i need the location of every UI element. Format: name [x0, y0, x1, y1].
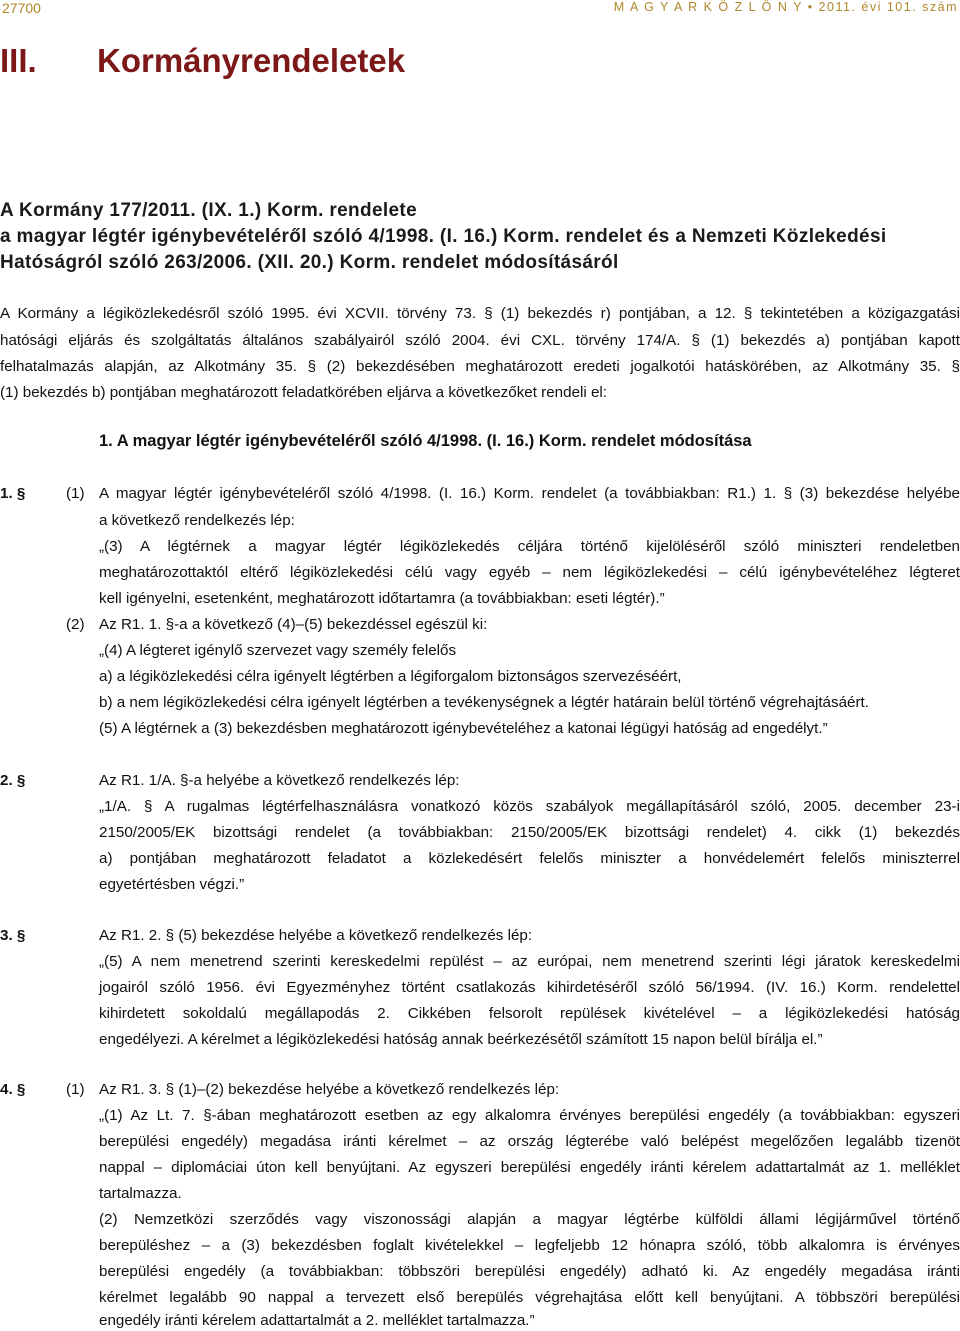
text-line: (5) A légtérnek a (3) bekezdésben meghatározott igénybevételéhez a katonai légügyi hatóság ad engedélyt.”	[99, 720, 828, 737]
text-line: Az R1. 1. §-a a következő (4)–(5) bekezdéssel egészül ki:	[99, 616, 488, 633]
text-line: „(5) A nem menetrend szerinti kereskedelmi repülést – az európai, nem menetrend szerinti légi járatok kereskedelmi	[99, 953, 960, 970]
section-number-2: 2. §	[0, 772, 26, 789]
text-line: „(3) A légtérnek a magyar légtér légiközlekedés céljára történő kijelöléséről szóló miniszteri rendeletben	[99, 538, 960, 555]
text-line: berepülési engedély (a továbbiakban: többszöri berepülési engedély) adható ki. Az engedély megadása iránti	[99, 1263, 960, 1280]
text-line: kérelmet legalább 90 nappal a tervezett első berepülés végrehajtása előtt kell benyújtani. A többszöri berepülési	[99, 1289, 960, 1306]
section-number-1: 1. §	[0, 485, 26, 502]
text-line: 2150/2005/EK bizottsági rendelet (a továbbiakban: 2150/2005/EK bizottsági rendelet) 4. cikk (1) bekezdés	[99, 824, 960, 841]
text-line: egyetértésben végzi.”	[99, 876, 245, 893]
text-line: a) a légiközlekedési célra igényelt légtérben a légiforgalom biztonságos szervezéséért,	[99, 668, 682, 685]
text-line: jogairól szóló 1956. évi Egyezményhez történt csatlakozás kihirdetéséről szóló 56/1994. (IV. 16.) Korm. rendelettel	[99, 979, 960, 996]
text-line: „(1) Az Lt. 7. §-ában meghatározott esetben az egy alkalomra érvényes berepülési engedély (a továbbiakban: egyszeri	[99, 1107, 960, 1124]
text-line: berepülési engedély) megadása iránti kérelmet – az ország légterébe való belépést megelőzően legalább tizenöt	[99, 1133, 960, 1150]
preamble-line: A Kormány a légiközlekedésről szóló 1995. évi XCVII. törvény 73. § (1) bekezdés r) pontjában, a 12. § tekintetében a közigazgatási	[0, 305, 960, 322]
paragraph-number: (1)	[66, 485, 85, 502]
section-number-4: 4. §	[0, 1081, 26, 1098]
text-line: engedély iránti kérelem adattartalmát a 2. melléklet tartalmazza.”	[99, 1312, 535, 1329]
section-number: III.	[0, 42, 37, 79]
text-line: (2) Nemzetközi szerződés vagy viszonossági alapján a magyar légtérbe külföldi állami légijárművel történő	[99, 1211, 960, 1228]
text-line: kihirdetett sokoldalú megállapodás 2. Cikkében felsorolt repülések kivételével – a légiközlekedési hatóság	[99, 1005, 960, 1022]
text-line: b) a nem légiközlekedési célra igényelt légtérben a tevékenységnek a légtér határain belül történő végrehajtásáért.	[99, 694, 869, 711]
decree-title-line: A Kormány 177/2011. (IX. 1.) Korm. rendelete	[0, 200, 418, 221]
text-line: a következő rendelkezés lép:	[99, 512, 295, 529]
text-line: „(4) A légteret igénylő szervezet vagy személy felelős	[99, 642, 457, 659]
preamble-line: (1) bekezdés b) pontjában meghatározott feladatkörében eljárva a következőket rendeli el:	[0, 384, 608, 401]
preamble-line: felhatalmazás alapján, az Alkotmány 35. § (2) bekezdésében meghatározott eredeti jogalkotói hatáskörében, az Alkotmány 35. §	[0, 358, 960, 375]
text-line: Az R1. 1/A. §-a helyébe a következő rendelkezés lép:	[99, 772, 460, 789]
text-line: Az R1. 2. § (5) bekezdése helyébe a következő rendelkezés lép:	[99, 927, 533, 944]
paragraph-number: (1)	[66, 1081, 85, 1098]
text-line: tartalmazza.	[99, 1185, 182, 1202]
text-line: meghatározottaktól eltérő légiközlekedési célú vagy egyéb – nem légiközlekedési – célú igénybevételéhez légteret	[99, 564, 960, 581]
preamble-line: hatósági eljárás és szolgáltatás általános szabályairól szóló 2004. évi CXL. törvény 174/A. § (1) bekezdés a) pontjában kapott	[0, 332, 960, 349]
chapter-heading: 1. A magyar légtér igénybevételéről szóló 4/1998. (I. 16.) Korm. rendelet módosítása	[99, 432, 752, 450]
text-line: Az R1. 3. § (1)–(2) bekezdése helyébe a következő rendelkezés lép:	[99, 1081, 560, 1098]
page-number: 27700	[2, 0, 41, 16]
text-line: engedélyezi. A kérelmet a légiközlekedési hatóság annak beérkezésétől számított 15 napon belül bírálja el.”	[99, 1031, 823, 1048]
publication-header: M A G Y A R K Ö Z L Ö N Y • 2011. évi 101. szám	[613, 0, 958, 14]
section-number-3: 3. §	[0, 927, 26, 944]
section-title: Kormányrendeletek	[97, 42, 406, 79]
text-line: berepüléshez – a (3) bekezdésben foglalt kivételekkel – legfeljebb 12 hónapra szóló, több alkalomra is érvényes	[99, 1237, 960, 1254]
text-line: kell igényelni, esetenként, meghatározott időtartamra (a továbbiakban: eseti légtér).”	[99, 590, 665, 607]
decree-title-line: a magyar légtér igénybevételéről szóló 4/1998. (I. 16.) Korm. rendelet és a Nemzeti Közlekedési	[0, 226, 887, 247]
decree-title-line: Hatóságról szóló 263/2006. (XII. 20.) Korm. rendelet módosításáról	[0, 252, 619, 273]
text-line: „1/A. § A rugalmas légtérfelhasználásra vonatkozó közös szabályok megállapításáról szóló, 2005. december 23-i	[99, 798, 960, 815]
text-line: A magyar légtér igénybevételéről szóló 4/1998. (I. 16.) Korm. rendelet (a továbbiakban: R1.) 1. § (3) bekezdése helyébe	[99, 485, 960, 502]
text-line: nappal – diplomáciai úton kell benyújtani. Az egyszeri berepülési engedély iránti kérelem adattartalmát az 1. melléklet	[99, 1159, 960, 1176]
paragraph-number: (2)	[66, 616, 85, 633]
text-line: a) pontjában meghatározott feladatot a közlekedésért felelős miniszter a honvédelemért felelős miniszterrel	[99, 850, 960, 867]
